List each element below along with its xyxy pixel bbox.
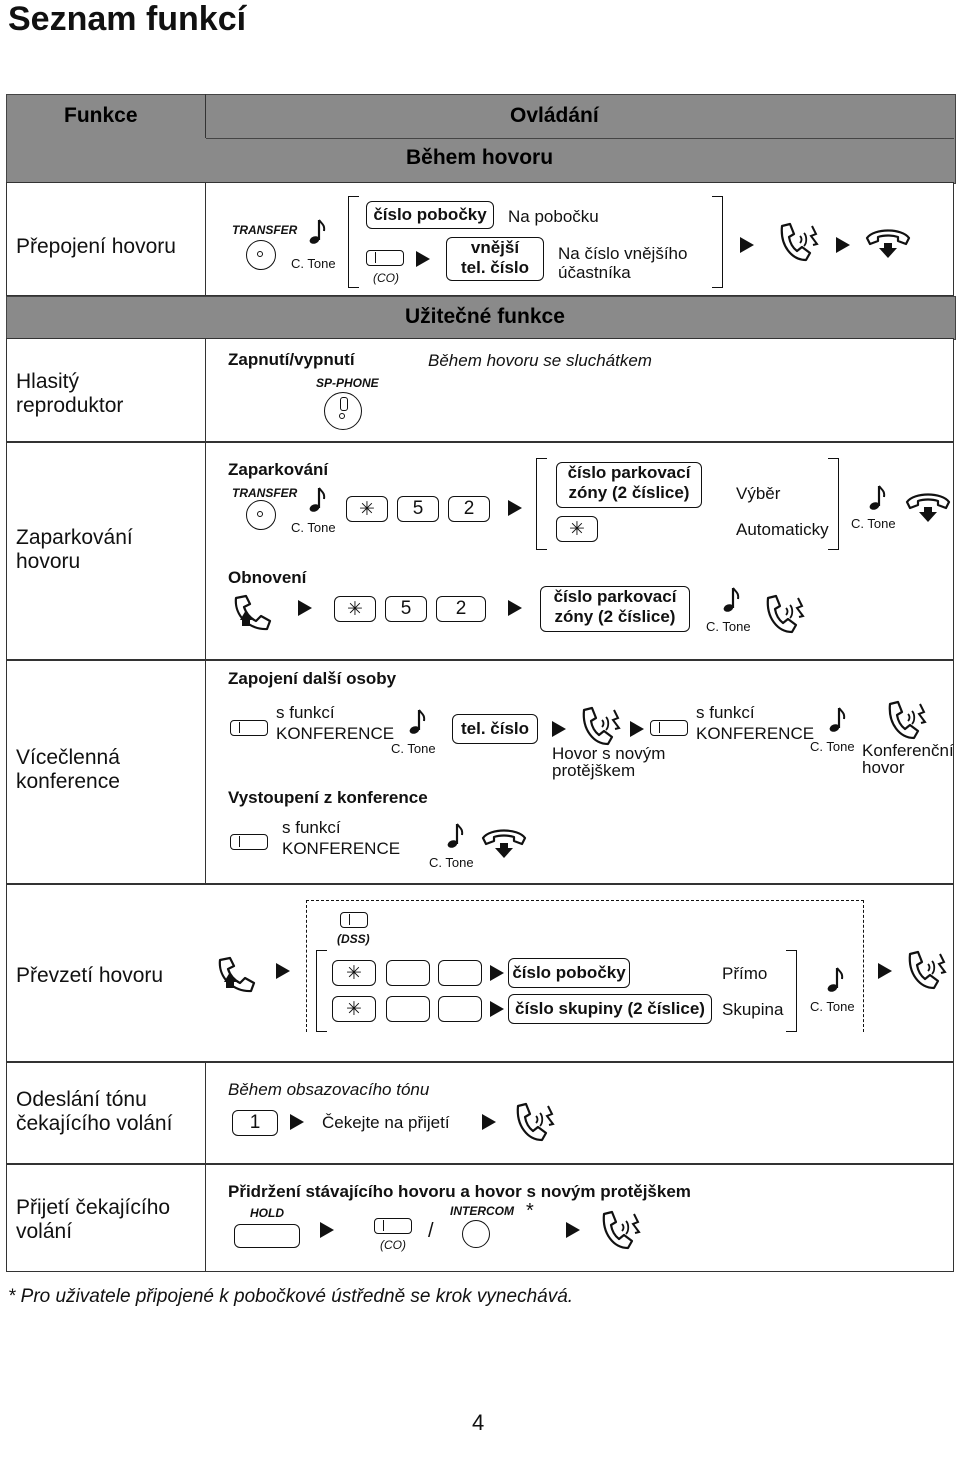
- arrow-icon: [508, 500, 522, 516]
- arrow-icon: [630, 721, 644, 737]
- header-hline: [206, 138, 954, 139]
- wait-label: Čekejte na přijetí: [322, 1113, 450, 1132]
- offhook-icon: [214, 954, 262, 994]
- function-name-line2: hovoru: [16, 550, 81, 573]
- conference-button[interactable]: [650, 720, 688, 736]
- conference-button[interactable]: [230, 834, 268, 850]
- intercom-button[interactable]: [462, 1220, 490, 1248]
- co-label: (CO): [380, 1238, 406, 1252]
- talk-icon: [884, 700, 930, 740]
- park-zone-line2: zóny (2 číslice): [554, 607, 676, 626]
- hold-button[interactable]: [234, 1224, 300, 1248]
- key-2[interactable]: 2: [448, 496, 490, 522]
- conference-label: KONFERENCE: [276, 724, 395, 743]
- section-useful: Užitečné funkce: [405, 305, 565, 328]
- select-label: Výběr: [736, 484, 781, 503]
- talk-icon: [762, 594, 808, 634]
- c-tone-label: C. Tone: [810, 739, 855, 754]
- bracket: [316, 950, 327, 1032]
- star-key[interactable]: ✳: [332, 960, 376, 986]
- asterisk: *: [526, 1200, 534, 1222]
- onoff-label: Zapnutí/vypnutí: [228, 350, 355, 369]
- arrow-icon: [482, 1114, 496, 1130]
- note-icon: [720, 586, 740, 616]
- bracket: [712, 196, 723, 288]
- talk-icon: [512, 1102, 558, 1142]
- row-divider: [205, 338, 206, 442]
- with-function: s funkcí: [696, 703, 755, 722]
- note-icon: [306, 218, 326, 248]
- digit-key[interactable]: [386, 996, 430, 1022]
- arrow-icon: [508, 600, 522, 616]
- outside-number-box: [446, 237, 544, 281]
- star-key[interactable]: ✳: [332, 996, 376, 1022]
- function-name-line2: konference: [16, 770, 120, 793]
- park-zone-line1: číslo parkovací: [553, 587, 677, 606]
- arrow-icon: [552, 721, 566, 737]
- outside-number-line2: tel. číslo: [460, 258, 530, 277]
- bracket: [536, 458, 547, 550]
- row-divider: [205, 1062, 206, 1164]
- digit-key[interactable]: [386, 960, 430, 986]
- key-2[interactable]: 2: [436, 596, 486, 622]
- with-function: s funkcí: [282, 818, 341, 837]
- tel-number-box: tel. číslo: [452, 714, 538, 744]
- header-bar: [6, 94, 956, 184]
- park-zone-box: [540, 586, 690, 632]
- arrow-icon: [276, 963, 290, 979]
- section-during-call: Během hovoru: [406, 146, 554, 169]
- c-tone-label: C. Tone: [851, 516, 896, 531]
- page-number: 4: [472, 1410, 485, 1435]
- park-zone-box: [556, 462, 702, 508]
- conference-call-line1: Konferenční: [862, 741, 954, 760]
- intercom-label: INTERCOM: [450, 1204, 514, 1218]
- header-divider: [205, 94, 206, 138]
- talk-icon: [598, 1210, 644, 1250]
- offhook-icon: [230, 592, 278, 632]
- key-5[interactable]: 5: [397, 496, 439, 522]
- c-tone-label: C. Tone: [291, 256, 336, 271]
- ext-number-box: číslo pobočky: [366, 201, 494, 229]
- hangup-icon: [904, 490, 952, 524]
- outside-number-line1: vnější: [470, 238, 520, 257]
- hangup-icon: [480, 826, 528, 860]
- park-zone-line2: zóny (2 číslice): [568, 483, 690, 502]
- row-divider: [205, 1164, 206, 1272]
- function-name-line1: Hlasitý: [16, 370, 80, 393]
- c-tone-label: C. Tone: [391, 741, 436, 756]
- star-key[interactable]: ✳: [334, 596, 376, 622]
- page-title: Seznam funkcí: [8, 0, 247, 38]
- arrow-icon: [290, 1114, 304, 1130]
- function-name-line1: Vícečlenná: [16, 746, 120, 769]
- row-divider: [205, 182, 206, 296]
- arrow-icon: [298, 600, 312, 616]
- retrieve-label: Obnovení: [228, 568, 307, 587]
- conference-call-line2: hovor: [862, 758, 905, 777]
- ext-number-box: číslo pobočky: [508, 958, 630, 988]
- transfer-label: TRANSFER: [232, 486, 298, 500]
- function-name-line1: Odeslání tónu: [16, 1088, 147, 1111]
- to-outside-line2: účastníka: [558, 263, 631, 282]
- digit-key[interactable]: [438, 960, 482, 986]
- digit-key[interactable]: [438, 996, 482, 1022]
- arrow-icon: [490, 1001, 504, 1017]
- to-outside-line1: Na číslo vnějšího: [558, 244, 688, 263]
- footnote: * Pro uživatele připojené k pobočkové ústředně se krok vynechává.: [8, 1286, 574, 1307]
- hold-label: HOLD: [250, 1206, 284, 1220]
- or-separator: /: [428, 1220, 434, 1242]
- conference-label: KONFERENCE: [696, 724, 815, 743]
- note-icon: [826, 706, 846, 736]
- dss-label: (DSS): [337, 932, 370, 946]
- arrow-icon: [740, 237, 754, 253]
- function-name-line1: Přijetí čekajícího: [16, 1196, 171, 1219]
- note-icon: [406, 708, 426, 738]
- transfer-button[interactable]: [246, 240, 276, 270]
- function-name-line2: volání: [16, 1220, 73, 1243]
- col-function-header: Funkce: [64, 104, 138, 127]
- row-divider: [205, 442, 206, 660]
- speaker-note: Během hovoru se sluchátkem: [428, 351, 652, 370]
- conference-label: KONFERENCE: [282, 839, 401, 858]
- function-name-line2: čekajícího volání: [16, 1112, 173, 1135]
- co-button[interactable]: [374, 1218, 412, 1234]
- star-key[interactable]: ✳: [556, 516, 598, 542]
- note-icon: [824, 966, 844, 996]
- note-icon: [306, 486, 326, 516]
- new-party-line1: Hovor s novým: [552, 744, 666, 763]
- talk-icon: [776, 222, 822, 262]
- add-party-label: Zapojení další osoby: [228, 669, 397, 688]
- arrow-icon: [490, 965, 504, 981]
- parking-label: Zaparkování: [228, 460, 329, 479]
- with-function: s funkcí: [276, 703, 335, 722]
- new-party-line2: protějškem: [552, 761, 636, 780]
- key-1[interactable]: 1: [232, 1110, 278, 1136]
- c-tone-label: C. Tone: [810, 999, 855, 1014]
- auto-label: Automaticky: [736, 520, 829, 539]
- key-5[interactable]: 5: [385, 596, 427, 622]
- hangup-icon: [864, 226, 912, 260]
- sp-phone-label: SP-PHONE: [316, 376, 379, 390]
- arrow-icon: [320, 1222, 334, 1238]
- group-label: Skupina: [722, 1000, 784, 1019]
- talk-icon: [904, 950, 950, 990]
- conference-button[interactable]: [230, 720, 268, 736]
- function-name: Převzetí hovoru: [16, 964, 164, 987]
- transfer-button[interactable]: [246, 500, 276, 530]
- c-tone-label: C. Tone: [429, 855, 474, 870]
- sp-phone-button[interactable]: [324, 392, 362, 430]
- row-divider: [205, 660, 206, 884]
- arrow-icon: [566, 1222, 580, 1238]
- bracket: [786, 950, 797, 1032]
- bracket: [828, 458, 839, 550]
- function-name-line1: Zaparkování: [16, 526, 133, 549]
- co-button[interactable]: [366, 250, 404, 266]
- to-extension: Na pobočku: [508, 207, 599, 226]
- function-name: Přepojení hovoru: [16, 235, 176, 258]
- c-tone-label: C. Tone: [291, 520, 336, 535]
- dss-button[interactable]: [340, 912, 368, 928]
- arrow-icon: [836, 237, 850, 253]
- star-key[interactable]: ✳: [346, 496, 388, 522]
- co-label: (CO): [373, 271, 399, 285]
- arrow-icon: [416, 251, 430, 267]
- during-busy-label: Během obsazovacího tónu: [228, 1080, 430, 1099]
- group-number-box: číslo skupiny (2 číslice): [508, 994, 712, 1024]
- talk-icon: [578, 706, 624, 746]
- direct-label: Přímo: [722, 964, 768, 983]
- row-park: [6, 442, 954, 660]
- park-zone-line1: číslo parkovací: [567, 463, 691, 482]
- function-name-line2: reproduktor: [16, 394, 124, 417]
- arrow-icon: [878, 963, 892, 979]
- bracket: [348, 196, 359, 288]
- leave-label: Vystoupení z konference: [228, 788, 428, 807]
- note-icon: [866, 484, 886, 514]
- transfer-label: TRANSFER: [232, 223, 298, 237]
- receive-desc: Přidržení stávajícího hovoru a hovor s novým protějškem: [228, 1182, 691, 1201]
- col-control-header: Ovládání: [510, 104, 599, 127]
- c-tone-label: C. Tone: [706, 619, 751, 634]
- note-icon: [444, 822, 464, 852]
